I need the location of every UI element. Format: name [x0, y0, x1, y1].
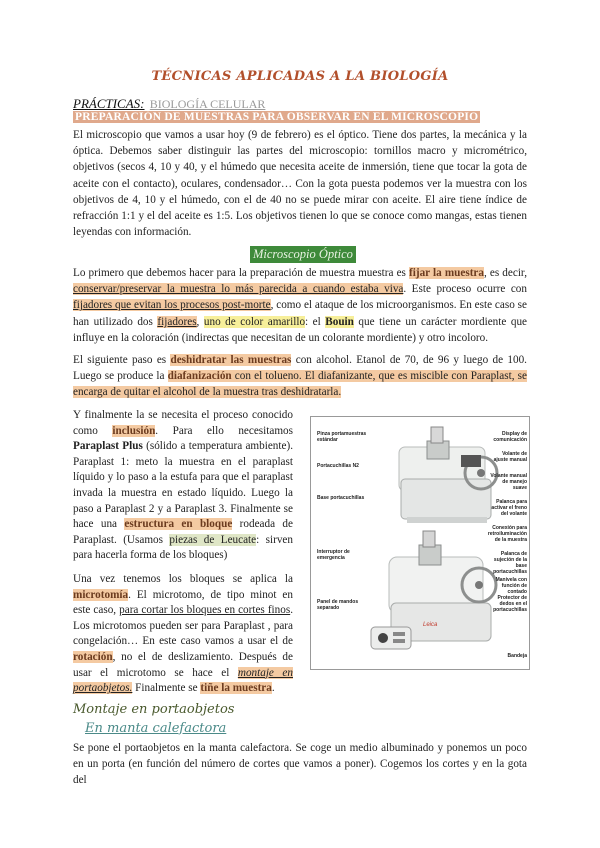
- practice-heading: PREPARACIÓN DE MUESTRAS PARA OBSERVAR EN EL MICROSCOPIO: [75, 111, 479, 123]
- figure-label: Palanca de sujeción de la base portacuchillas: [493, 551, 527, 575]
- paragraph-microtomia: Una vez tenemos los bloques se aplica la microtomía. El microtomo, de tipo minot en este caso, para cortar los bloques en cortes finos. Los microtomos pueden ser para Paraplast , para congelación… En este caso vamos a usar el de rotación, no el de deslizamiento. Después de usar el microtomo se hace el montaje en portaobjetos. Finalmente se tiñe la muestra.: [73, 573, 293, 695]
- subtitle-label: PRÁCTICAS:: [73, 96, 145, 111]
- microtome-bottom-image: [389, 531, 496, 641]
- figure-label: Base portacuchillas: [317, 495, 365, 501]
- figure-label: Panel de mandos separado: [317, 599, 359, 611]
- paragraph-deshidratacion: El siguiente paso es deshidratar las muestras con alcohol. Etanol de 70, de 96 y luego de 100. Luego se produce la diafanización con el tolueno. El diafanizante, que es miscible con Paraplast, se encarga de quitar el alcohol de la muestra tras deshidratarla.: [73, 354, 527, 399]
- figure-label: Bandeja: [507, 653, 527, 659]
- heading-manta-calefactora: En manta calefactora: [85, 721, 227, 736]
- figure-label: Volante de ajuste manual: [493, 451, 527, 463]
- document-title: TÉCNICAS APLICADAS A LA BIOLOGÍA: [151, 69, 449, 84]
- figure-label: Conexión para retroiluminación de la muestra: [487, 525, 527, 543]
- subtitle-value: BIOLOGÍA CELULAR: [149, 97, 266, 111]
- figure-label: Palanca para activar el freno del volante: [491, 499, 527, 517]
- heading-montaje: Montaje en portaobjetos: [73, 702, 235, 717]
- section-heading-optico: Microscopio Óptico: [250, 246, 356, 263]
- figure-label: Interruptor de emergencia: [317, 549, 350, 561]
- microtome-figure: [310, 416, 530, 670]
- paragraph-inclusion: Y finalmente la se necesita el proceso conocido como inclusión. Para ello necesitamos Paraplast Plus (sólido a temperatura ambiente). Paraplast 1: meto la muestra en el paraplast líquido y lo paso a la estufa para que el paraplast invada la muestra en estado líquido. Luego la paso a Paraplast 2 y a Paraplast 3. Finalmente se hace una estructura en bloque rodeada de Paraplast. (Usamos piezas de Leucate: sirven para hacerla forma de los bloques): [73, 409, 293, 562]
- figure-label: Display de comunicación: [493, 431, 527, 443]
- control-panel-image: [371, 627, 411, 649]
- microtome-top-image: [399, 427, 497, 523]
- figure-label: Pinza portamuestras estándar: [317, 431, 367, 443]
- paragraph-fijacion: Lo primero que debemos hacer para la preparación de muestra muestra es fijar la muestra, es decir, conservar/preservar la muestra lo más parecida a cuando estaba viva. Este proceso ocurre con fijadores que evitan los procesos post-morte, como el ataque de los microorganismos. En este caso se han utilizado dos fijadores, uno de color amarillo: el Bouin que tiene un carácter mordiente que influye en la coloración (indirectas que necesitan de un colorante mordiente) y otro incoloro.: [73, 267, 528, 344]
- svg-text:Leica: Leica: [423, 622, 438, 628]
- intro-paragraph: El microscopio que vamos a usar hoy (9 de febrero) es el óptico. Tiene dos partes, la mecánica y la óptica. Debemos saber distinguir las partes del microscopio: tornillos macro y micrométrico, objetivos (secos 4, 10 y 40, y el húmedo que necesita aceite de inmersión, tiene que tocar la gota de aceite con el contacto), oculares, condensador… Con la gota puesta podemos ver la muestra con los objetivos de 4, 10 y el húmedo, con el de 40 no se puede mirar con aceite. El aire tiene índice de refracción 1:1 y el del aceite es 1:5. Los objetivos tienen lo que se conoce como mangas, estas tienen leyendas con información.: [73, 129, 527, 239]
- figure-label: Volante manual de manejo suave: [490, 473, 527, 491]
- figure-label: Portacuchillas N2: [317, 463, 359, 469]
- paragraph-montaje: Se pone el portaobjetos en la manta calefactora. Se coge un medio albuminado y ponemos un poco en un porta (en función del número de cortes que vamos a poner). Cogemos los cortes y en la gota del: [73, 742, 527, 787]
- figure-label: Protector de dedos en el portacuchillas: [493, 595, 527, 613]
- figure-label: Manivela con función de contado: [495, 577, 527, 595]
- practice-subtitle: [73, 96, 265, 112]
